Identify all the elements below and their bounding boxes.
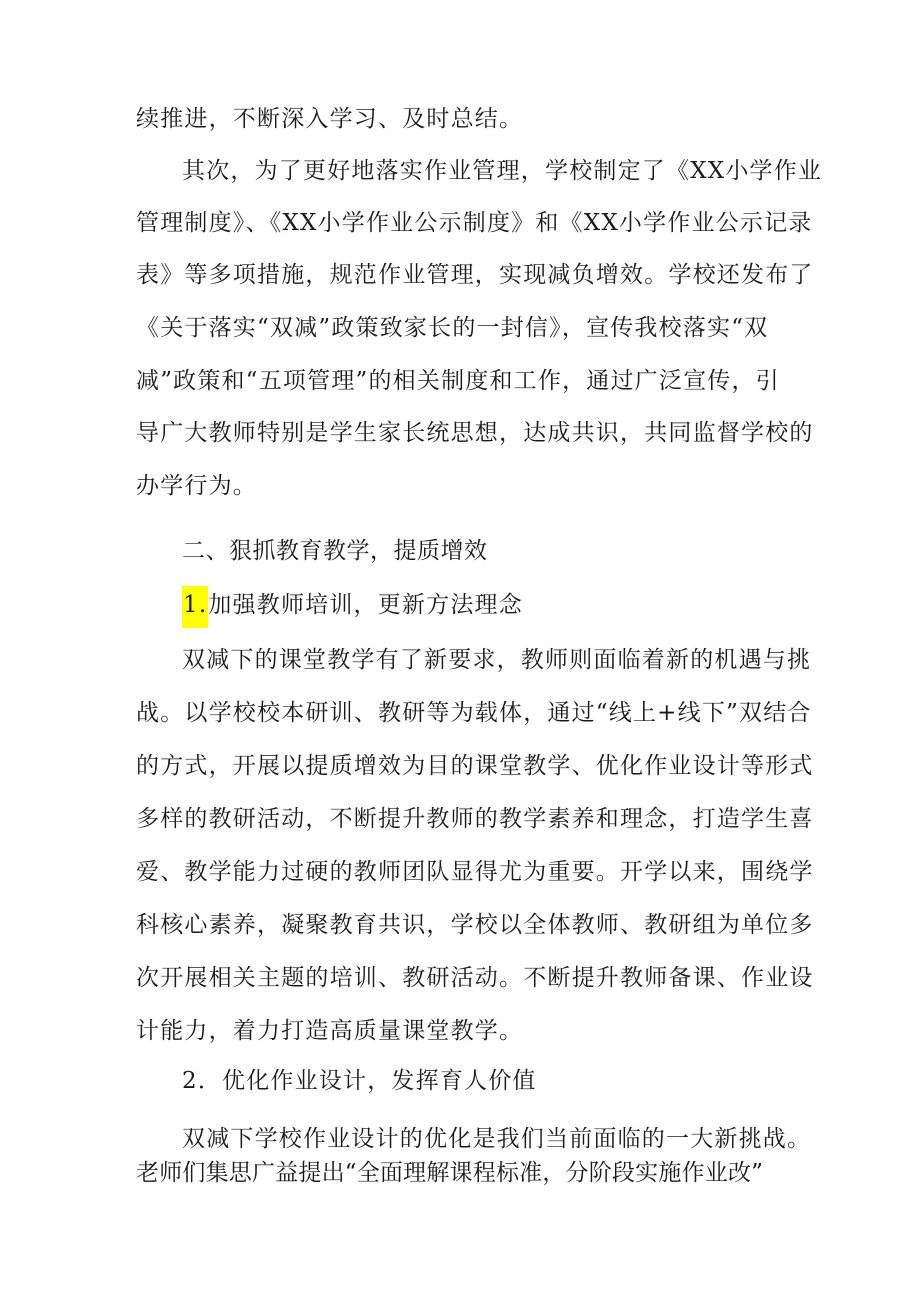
paragraph-line: 表》等多项措施，规范作业管理，实现减负增效。学校还发布了 <box>136 262 814 288</box>
paragraph-line: 爱、教学能力过硬的教师团队显得尤为重要。开学以来，围绕学 <box>136 859 814 885</box>
paragraph-line: 老师们集思广益提出“全面理解课程标准，分阶段实施作业改” <box>136 1160 764 1186</box>
paragraph-line: 科核心素养，凝聚教育共识，学校以全体教师、教研组为单位多 <box>136 912 814 938</box>
paragraph-line: 双减下的课堂教学有了新要求，教师则面临着新的机遇与挑 <box>182 647 812 673</box>
paragraph-line: 减”政策和“五项管理”的相关制度和工作，通过广泛宣传，引 <box>136 368 780 394</box>
paragraph-line: 其次，为了更好地落实作业管理，学校制定了《XX小学作业 <box>182 158 823 184</box>
subheading <box>182 590 523 620</box>
paragraph-line: 办学行为。 <box>136 473 257 499</box>
paragraph-line: 续推进，不断深入学习、及时总结。 <box>136 106 524 132</box>
paragraph-line: 双减下学校作业设计的优化是我们当前面临的一大新挑战。 <box>182 1126 812 1152</box>
subheading: 2．优化作业设计，发挥育人价值 <box>182 1068 537 1094</box>
paragraph-line: 次开展相关主题的培训、教研活动。不断提升教师备课、作业设 <box>136 965 814 991</box>
paragraph-line: 多样的教研活动，不断提升教师的教学素养和理念，打造学生喜 <box>136 806 814 832</box>
section-heading: 二、狠抓教育教学，提质增效 <box>182 538 488 564</box>
paragraph-line: 管理制度》、《XX小学作业公示制度》和《XX小学作业公示记录 <box>136 210 813 236</box>
subheading-text: 加强教师培训，更新方法理念 <box>208 592 523 618</box>
paragraph-line: 导广大教师特别是学生家长统思想，达成共识，共同监督学校的 <box>136 420 814 446</box>
highlighted-number: 1. <box>182 586 208 628</box>
paragraph-line: 战。以学校校本研训、教研等为载体，通过“线上+线下”双结合 <box>136 700 812 726</box>
paragraph-line: 计能力，着力打造高质量课堂教学。 <box>136 1018 524 1044</box>
paragraph-line: 《关于落实“双减”政策致家长的一封信》，宣传我校落实“双 <box>136 315 769 341</box>
paragraph-line: 的方式，开展以提质增效为目的课堂教学、优化作业设计等形式 <box>136 753 814 779</box>
